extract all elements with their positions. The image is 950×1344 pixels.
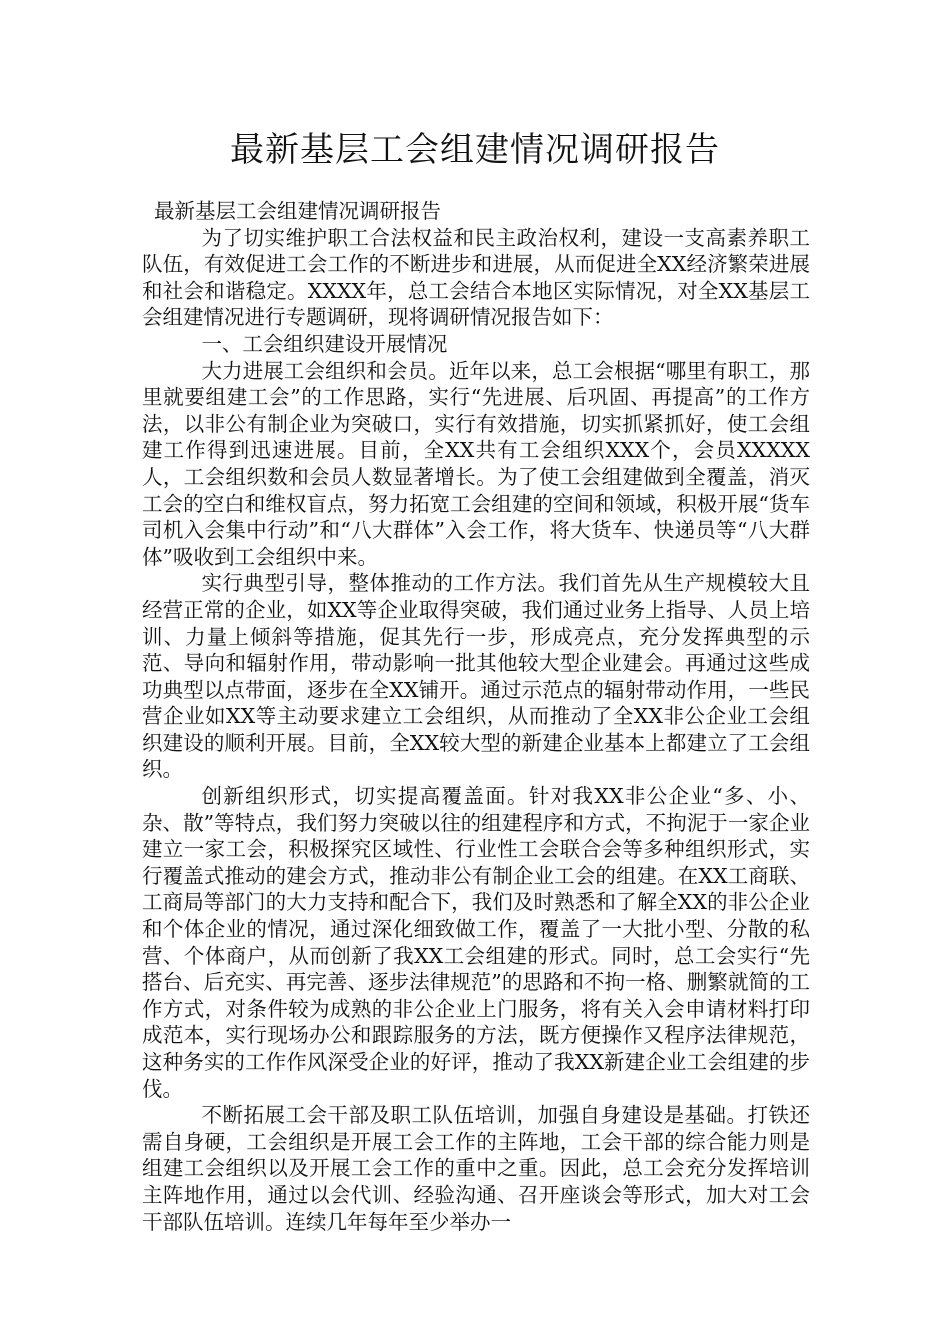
paragraph-organizational-innovation: 创新组织形式，切实提高覆盖面。针对我XX非公企业“多、小、杂、散”等特点，我们努力突破以往的组建程序和方式，不拘泥于一家企业建立一家工会，积极探究区域性、行业性工会联合会等多种组织形式，实行覆盖式推动的建会方式，推动非公有制企业工会的组建。在XX工商联、工商局等部门的大力支持和配合下，我们及时熟悉和了解全XX的非公企业和个体企业的情况，通过深化细致做工作，覆盖了一大批小型、分散的私营、个体商户，从而创新了我XX工会组建的形式。同时，总工会实行“先搭台、后充实、再完善、逐步法律规范”的思路和不拘一格、删繁就简的工作方式，对条件较为成熟的非公企业上门服务，将有关入会申请材料打印成范本，实行现场办公和跟踪服务的方法，既方便操作又程序法律规范，这种务实的工作作风深受企业的好评，推动了我XX新建企业工会组建的步伐。	[142, 784, 810, 1101]
document-subtitle: 最新基层工会组建情况调研报告	[154, 199, 441, 223]
document-title: 最新基层工会组建情况调研报告	[230, 130, 720, 170]
paragraph-cadre-training: 不断拓展工会干部及职工队伍培训，加强自身建设是基础。打铁还需自身硬，工会组织是开展工会工作的主阵地，工会干部的综合能力则是组建工会组织以及开展工会工作的重中之重。因此，总工会充分发挥培训主阵地作用，通过以会代训、经验沟通、召开座谈会等形式，加大对工会干部队伍培训。连续几年每年至少举办一	[142, 1103, 810, 1234]
paragraph-membership: 大力进展工会组织和会员。近年以来，总工会根据“哪里有职工，那里就要组建工会”的工作思路，实行“先进展、后巩固、再提高”的工作方法，以非公有制企业为突破口，实行有效措施，切实抓紧抓好，使工会组建工作得到迅速进展。目前，全XX共有工会组织XXX个，会员XXXXX人，工会组织数和会员人数显著增长。为了使工会组建做到全覆盖，消灭工会的空白和维权盲点，努力拓宽工会组建的空间和领域，积极开展“货车司机入会集中行动”和“八大群体”入会工作，将大货车、快递员等“八大群体”吸收到工会组织中来。	[142, 358, 810, 569]
section-heading-1: 一、工会组织建设开展情况	[201, 331, 448, 356]
paragraph-typical-guidance: 实行典型引导，整体推动的工作方法。我们首先从生产规模较大且经营正常的企业，如XX等企业取得突破，我们通过业务上指导、人员上培训、力量上倾斜等措施，促其先行一步，形成亮点，充分发挥典型的示范、导向和辐射作用，带动影响一批其他较大型企业建会。再通过这些成功典型以点带面，逐步在全XX铺开。通过示范点的辐射带动作用，一些民营企业如XX等主动要求建立工会组织，从而推动了全XX非公企业工会组织建设的顺利开展。目前，全XX较大型的新建企业基本上都建立了工会组织。	[142, 571, 810, 782]
document-body	[142, 198, 810, 1235]
paragraph-intro: 为了切实维护职工合法权益和民主政治权利，建设一支高素养职工队伍，有效促进工会工作的不断进步和进展，从而促进全XX经济繁荣进展和社会和谐稳定。XXXX年，总工会结合本地区实际情况，对全XX基层工会组建情况进行专题调研，现将调研情况报告如下：	[142, 225, 810, 330]
